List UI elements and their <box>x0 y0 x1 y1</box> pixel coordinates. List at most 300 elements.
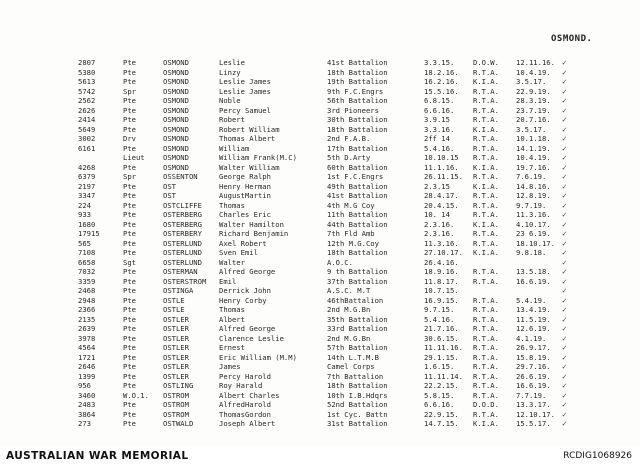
surname: OSTLING <box>163 381 194 390</box>
unit: 41st Battalion <box>327 191 388 200</box>
enlistment-date: 6.6.16. <box>424 400 455 409</box>
rank: Pte <box>123 115 136 124</box>
rank: Pte <box>123 181 136 191</box>
service-number: 3864 <box>78 409 96 419</box>
service-number: 5742 <box>78 86 96 96</box>
unit: 56th Battalion <box>327 96 388 105</box>
rank: Pte <box>123 381 136 390</box>
service-number: 2197 <box>78 181 96 191</box>
fate-status: R.T.A. <box>473 134 499 143</box>
table-row <box>0 239 640 249</box>
service-number: 4268 <box>78 162 96 172</box>
enlistment-date: 2.3.15 <box>424 181 450 191</box>
enlistment-date: 28.4.17. <box>424 191 459 200</box>
table-row <box>0 134 640 144</box>
service-number: 6161 <box>78 143 96 153</box>
check-mark-icon: ✓ <box>562 324 567 333</box>
surname: OSTLER <box>163 371 189 381</box>
fate-date: 18.10.17. <box>516 238 555 248</box>
given-names: Noble <box>219 96 241 105</box>
fate-status: R.T.A. <box>473 381 499 390</box>
fate-status: K.I.A. <box>473 124 499 134</box>
rank: Pte <box>123 67 136 77</box>
roll-list <box>0 58 640 429</box>
surname: OSMOND <box>163 58 189 67</box>
fate-date: 15.5.17. <box>516 419 551 428</box>
table-row <box>0 419 640 429</box>
table-row <box>0 381 640 391</box>
enlistment-date: 22.2.15. <box>424 381 459 390</box>
given-names: Thomas <box>219 200 245 210</box>
enlistment-date: 2.3.16. <box>424 219 455 229</box>
surname: OSTLE <box>163 295 185 305</box>
check-mark-icon: ✓ <box>562 333 567 343</box>
rank: Pte <box>123 229 136 238</box>
rank: Sgt <box>123 257 136 267</box>
rank: Pte <box>123 191 136 200</box>
table-row <box>0 296 640 306</box>
service-number: 7108 <box>78 248 96 257</box>
table-row <box>0 400 640 410</box>
rank: Pte <box>123 305 136 314</box>
rank: Pte <box>123 295 136 305</box>
check-mark-icon: ✓ <box>562 191 567 200</box>
enlistment-date: 11.11.16. <box>424 343 463 352</box>
check-mark-icon: ✓ <box>562 58 567 67</box>
rank: Pte <box>123 286 136 295</box>
page-title: OSMOND. <box>551 34 593 44</box>
surname: OSTLER <box>163 362 189 371</box>
surname: OSSENTON <box>163 172 198 181</box>
fate-date: 7.7.19. <box>516 390 547 400</box>
given-names: Emil <box>219 276 237 286</box>
service-number: 933 <box>78 210 91 219</box>
surname: OSMOND <box>163 162 189 172</box>
enlistment-date: 30.6.15. <box>424 333 459 343</box>
fate-date: 10.4.19. <box>516 153 551 162</box>
surname: OSTCLIFFE <box>163 200 202 210</box>
table-row <box>0 106 640 116</box>
unit: 9th F.C.Engrs <box>327 86 384 96</box>
check-mark-icon: ✓ <box>562 276 567 286</box>
rank: Pte <box>123 200 136 210</box>
rank: Pte <box>123 210 136 219</box>
enlistment-date: 6.6.16. <box>424 105 455 115</box>
given-names: Alfred George <box>219 324 276 333</box>
rank: Pte <box>123 371 136 381</box>
enlistment-date: 21.7.16. <box>424 324 459 333</box>
check-mark-icon: ✓ <box>562 343 567 352</box>
unit: 9 th Battalion <box>327 267 388 276</box>
table-row <box>0 125 640 135</box>
fate-status: R.T.A. <box>473 371 499 381</box>
fate-status: R.T.A. <box>473 200 499 210</box>
surname: OSMOND <box>163 86 189 96</box>
rank: Pte <box>123 143 136 153</box>
enlistment-date: 15.5.16. <box>424 86 459 96</box>
check-mark-icon: ✓ <box>562 77 567 86</box>
fate-date: 3.5.17. <box>516 77 547 86</box>
table-row <box>0 353 640 363</box>
check-mark-icon: ✓ <box>562 381 567 390</box>
service-number: 2626 <box>78 105 96 115</box>
given-names: Albert <box>219 314 245 324</box>
check-mark-icon: ✓ <box>562 295 567 305</box>
fate-date: 26.9.17. <box>516 343 551 352</box>
rank: Pte <box>123 105 136 115</box>
rank: Spr <box>123 172 136 181</box>
table-row <box>0 362 640 372</box>
check-mark-icon: ✓ <box>562 172 567 181</box>
fate-date: 16.6.19. <box>516 381 551 390</box>
given-names: James <box>219 362 241 371</box>
fate-status: K.I.A. <box>473 162 499 172</box>
given-names: Axel Robert <box>219 238 267 248</box>
unit: Camel Corps <box>327 362 375 371</box>
fate-status: R.T.A. <box>473 352 499 362</box>
surname: OSMOND <box>163 124 189 134</box>
fate-status: K.I.A. <box>473 77 499 86</box>
fate-status: R.T.A. <box>473 153 499 162</box>
given-names: Percy Samuel <box>219 105 271 115</box>
fate-status: R.T.A. <box>473 238 499 248</box>
enlistment-date: 18.9.16. <box>424 267 459 276</box>
fate-status: R.T.A. <box>473 210 499 219</box>
unit: 2nd M.G.Bn <box>327 333 371 343</box>
service-number: 2948 <box>78 295 96 305</box>
rank: Pte <box>123 219 136 229</box>
service-number: 2414 <box>78 115 96 124</box>
surname: OSTLE <box>163 305 185 314</box>
fate-status: R.T.A. <box>473 172 499 181</box>
fate-status: D.O.D. <box>473 400 499 409</box>
table-row <box>0 58 640 68</box>
surname: OSTERBERY <box>163 229 202 238</box>
unit: 11th Battalion <box>327 210 388 219</box>
unit: 4th M.G Coy <box>327 200 375 210</box>
table-row <box>0 391 640 401</box>
table-row <box>0 87 640 97</box>
unit: 60th Battalion <box>327 162 388 172</box>
enlistment-date: 1.6.15. <box>424 362 455 371</box>
table-row <box>0 172 640 182</box>
fate-date: 3.5.17. <box>516 124 547 134</box>
rank: Pte <box>123 248 136 257</box>
check-mark-icon: ✓ <box>562 286 567 295</box>
check-mark-icon: ✓ <box>562 419 567 428</box>
service-number: 224 <box>78 200 91 210</box>
footer-bar <box>0 446 640 466</box>
rank: Drv <box>123 134 136 143</box>
surname: OSTERBERG <box>163 210 202 219</box>
check-mark-icon: ✓ <box>562 162 567 172</box>
service-number: 5613 <box>78 77 96 86</box>
surname: OSTLER <box>163 352 189 362</box>
fate-date: 4.10.17. <box>516 219 551 229</box>
given-names: Derrick John <box>219 286 271 295</box>
check-mark-icon: ✓ <box>562 115 567 124</box>
service-number: 2807 <box>78 58 96 67</box>
check-mark-icon: ✓ <box>562 143 567 153</box>
fate-date: 12.6.19. <box>516 324 551 333</box>
table-row <box>0 229 640 239</box>
unit: 18th Battalion <box>327 248 388 257</box>
given-names: Robert William <box>219 124 280 134</box>
fate-status: R.T.A. <box>473 105 499 115</box>
enlistment-date: 10.10.15 <box>424 153 459 162</box>
given-names: Walter William <box>219 162 280 172</box>
unit: 10th I.B.Hdqrs <box>327 390 388 400</box>
given-names: Linzy <box>219 67 241 77</box>
service-number: 1721 <box>78 352 96 362</box>
surname: OSMOND <box>163 153 189 162</box>
fate-date: 19.7.16. <box>516 162 551 172</box>
table-row <box>0 153 640 163</box>
given-names: Eric William (M.M) <box>219 352 297 362</box>
given-names: Clarence Leslie <box>219 333 284 343</box>
fate-date: 9.8.18. <box>516 248 547 257</box>
unit: 41st Battalion <box>327 58 388 67</box>
fate-status: K.I.A. <box>473 248 499 257</box>
rank: Pte <box>123 333 136 343</box>
table-row <box>0 305 640 315</box>
table-row <box>0 248 640 258</box>
given-names: Ernest <box>219 343 245 352</box>
given-names: Henry Herman <box>219 181 271 191</box>
surname: OSTWALD <box>163 419 194 428</box>
unit: 57th Battalion <box>327 343 388 352</box>
check-mark-icon: ✓ <box>562 67 567 77</box>
surname: OST <box>163 181 176 191</box>
surname: OSMOND <box>163 77 189 86</box>
enlistment-date: 16.2.16. <box>424 77 459 86</box>
unit: 3rd Pioneers <box>327 105 379 115</box>
rank: Pte <box>123 162 136 172</box>
enlistment-date: 3.3.15. <box>424 58 455 67</box>
fate-date: 7.6.19. <box>516 172 547 181</box>
fate-date: 14.8.16. <box>516 181 551 191</box>
given-names: Henry Corby <box>219 295 267 305</box>
enlistment-date: 10. 14 <box>424 210 450 219</box>
fate-date: 16.6.19. <box>516 276 551 286</box>
unit: 5th D.Arty <box>327 153 371 162</box>
surname: OSMOND <box>163 105 189 115</box>
unit: 1st Cyc. Battn <box>327 409 388 419</box>
fate-status: R.T.A. <box>473 295 499 305</box>
fate-status: R.T.A. <box>473 267 499 276</box>
fate-date: 29.7.16. <box>516 362 551 371</box>
unit: 19th Battalion <box>327 77 388 86</box>
given-names: AlfredHarold <box>219 400 271 409</box>
unit: A.O.C. <box>327 257 353 267</box>
fate-date: 10.4.19. <box>516 67 551 77</box>
enlistment-date: 11.11.14. <box>424 371 463 381</box>
table-row <box>0 201 640 211</box>
unit: 44th Battalion <box>327 219 388 229</box>
surname: OSTROM <box>163 400 189 409</box>
unit: 49th Battalion <box>327 181 388 191</box>
given-names: Leslie James <box>219 77 271 86</box>
enlistment-date: 14.7.15. <box>424 419 459 428</box>
given-names: Charles Eric <box>219 210 271 219</box>
given-names: Alfred George <box>219 267 276 276</box>
given-names: Albert Charles <box>219 390 280 400</box>
unit: 7th Fld Amb <box>327 229 375 238</box>
fate-status: K.I.A. <box>473 181 499 191</box>
unit: 1st F.C.Engrs <box>327 172 384 181</box>
enlistment-date: 26.11.15. <box>424 172 463 181</box>
service-number: 273 <box>78 419 91 428</box>
surname: OSTROM <box>163 409 189 419</box>
service-number: 4564 <box>78 343 96 352</box>
fate-status: R.T.A. <box>473 96 499 105</box>
enlistment-date: 3.9.15 <box>424 115 450 124</box>
enlistment-date: 20.4.15. <box>424 200 459 210</box>
fate-status: R.T.A. <box>473 343 499 352</box>
unit: 37th Battalion <box>327 276 388 286</box>
enlistment-date: 5.8.15. <box>424 390 455 400</box>
surname: OSTLER <box>163 314 189 324</box>
check-mark-icon: ✓ <box>562 238 567 248</box>
fate-status: R.T.A. <box>473 333 499 343</box>
fate-date: 20.7.16. <box>516 115 551 124</box>
rank: Pte <box>123 352 136 362</box>
table-row <box>0 410 640 420</box>
given-names: Walter Hamilton <box>219 219 284 229</box>
surname: OSTLER <box>163 343 189 352</box>
fate-status: R.T.A. <box>473 191 499 200</box>
check-mark-icon: ✓ <box>562 314 567 324</box>
enlistment-date: 10.7.15. <box>424 286 459 295</box>
unit: 46thBattalion <box>327 295 384 305</box>
given-names: AugustMartin <box>219 191 271 200</box>
service-number: 2562 <box>78 96 96 105</box>
fate-status: R.T.A. <box>473 409 499 419</box>
fate-status: R.T.A. <box>473 324 499 333</box>
rank: Pte <box>123 324 136 333</box>
table-row <box>0 258 640 268</box>
given-names: Thomas <box>219 305 245 314</box>
fate-status: R.T.A. <box>473 86 499 96</box>
footer-document-id: RCDIG1068926 <box>563 451 632 461</box>
service-number: 2135 <box>78 314 96 324</box>
service-number: 17915 <box>78 229 100 238</box>
rank: Pte <box>123 343 136 352</box>
service-number: 5380 <box>78 67 96 77</box>
check-mark-icon: ✓ <box>562 96 567 105</box>
fate-date: 13.5.18. <box>516 267 551 276</box>
table-row <box>0 220 640 230</box>
rank: Pte <box>123 314 136 324</box>
check-mark-icon: ✓ <box>562 153 567 162</box>
unit: A.S.C. M.T <box>327 286 371 295</box>
rank: Pte <box>123 419 136 428</box>
table-row <box>0 343 640 353</box>
table-row <box>0 96 640 106</box>
surname: OSTROM <box>163 390 189 400</box>
unit: 14th L.T.M.B <box>327 352 379 362</box>
unit: 52nd Battalion <box>327 400 388 409</box>
given-names: ThomasGordon <box>219 409 271 419</box>
enlistment-date: 11.1.16. <box>424 162 459 172</box>
fate-date: 11.3.16. <box>516 210 551 219</box>
fate-date: 14.1.19. <box>516 143 551 153</box>
rank: Pte <box>123 400 136 409</box>
check-mark-icon: ✓ <box>562 181 567 191</box>
given-names: Roy Harald <box>219 381 263 390</box>
fate-status: R.T.A. <box>473 115 499 124</box>
service-number: 1680 <box>78 219 96 229</box>
enlistment-date: 29.1.15. <box>424 352 459 362</box>
fate-date: 10.1.18. <box>516 134 551 143</box>
table-row <box>0 334 640 344</box>
check-mark-icon: ✓ <box>562 267 567 276</box>
fate-status: R.T.A. <box>473 305 499 314</box>
fate-date: 13.3.17. <box>516 400 551 409</box>
enlistment-date: 2.3.16. <box>424 229 455 238</box>
table-row <box>0 68 640 78</box>
surname: OSMOND <box>163 143 189 153</box>
rank: Pte <box>123 238 136 248</box>
check-mark-icon: ✓ <box>562 257 567 267</box>
enlistment-date: 16.9.15. <box>424 295 459 305</box>
service-number: 3002 <box>78 134 96 143</box>
given-names: William Frank(M.C) <box>219 153 297 162</box>
service-number: 2366 <box>78 305 96 314</box>
rank: Pte <box>123 267 136 276</box>
enlistment-date: 27.10.17. <box>424 248 463 257</box>
table-row <box>0 163 640 173</box>
enlistment-date: 22.9.15. <box>424 409 459 419</box>
check-mark-icon: ✓ <box>562 362 567 371</box>
unit: 33rd Battalion <box>327 324 388 333</box>
rank: Spr <box>123 86 136 96</box>
unit: 18th Battalion <box>327 381 388 390</box>
rank: Pte <box>123 409 136 419</box>
check-mark-icon: ✓ <box>562 352 567 362</box>
enlistment-date: 5.4.16. <box>424 143 455 153</box>
service-number: 6379 <box>78 172 96 181</box>
surname: OSTLER <box>163 324 189 333</box>
enlistment-date: 3.3.16. <box>424 124 455 134</box>
service-number: 3347 <box>78 191 96 200</box>
rank: Pte <box>123 77 136 86</box>
fate-status: R.T.A. <box>473 67 499 77</box>
table-row <box>0 267 640 277</box>
check-mark-icon: ✓ <box>562 124 567 134</box>
fate-status: R.T.A. <box>473 143 499 153</box>
service-number: 565 <box>78 238 91 248</box>
table-row <box>0 277 640 287</box>
fate-date: 28.3.19. <box>516 96 551 105</box>
surname: OSTERLUND <box>163 238 202 248</box>
given-names: Joseph Albert <box>219 419 276 428</box>
table-row <box>0 286 640 296</box>
fate-date: 11.5.19. <box>516 314 551 324</box>
given-names: Thomas Albert <box>219 134 276 143</box>
unit: 17th Battalion <box>327 143 388 153</box>
fate-date: 12.10.17. <box>516 409 555 419</box>
table-row <box>0 372 640 382</box>
rank: Lieut <box>123 153 145 162</box>
surname: OSTERLUND <box>163 248 202 257</box>
surname: OSTLER <box>163 333 189 343</box>
table-row <box>0 210 640 220</box>
service-number: 3359 <box>78 276 96 286</box>
service-number: 3978 <box>78 333 96 343</box>
fate-date: 22.9.19. <box>516 86 551 96</box>
service-number: 5649 <box>78 124 96 134</box>
